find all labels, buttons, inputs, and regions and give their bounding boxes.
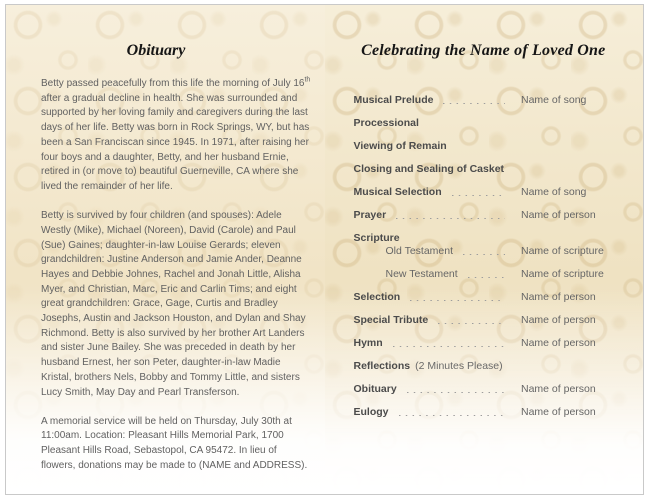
row-label: Processional — [353, 117, 419, 129]
service-row-scripture — [354, 232, 614, 245]
row-label: Obituary — [353, 383, 397, 395]
row-label: Eulogy — [353, 406, 389, 418]
row-label: Hymn — [353, 337, 383, 349]
row-value: Name of person — [521, 209, 596, 221]
row-value: Name of person — [521, 314, 596, 326]
obituary-title: Obituary — [126, 42, 186, 59]
service-row-hymn — [354, 337, 614, 350]
row-label: Musical Prelude — [353, 94, 434, 106]
row-label: Special Tribute — [353, 314, 429, 326]
obituary-paragraph-3: A memorial service will be held on Thursday, July 30th at 11:00am. Location: Pleasant Hills Memorial Park, 1700 Pleasant Hills Road, Sebastopol, CA 95472. In lieu of flowers, donations may be made to (NAME and ADDRESS). — [41, 415, 308, 471]
row-value: Name of scripture — [521, 268, 604, 280]
obituary-paragraph-2: Betty is survived by four children (and spouses): Adele Westly (Mike), Michael (Noreen), David (Carole) and Paul (Sue) Gaines; daughter-in-law Louise Gerards; eleven grandchildren: Justine Anderson and Jamie Ander, Deanne Hayes and Debbie Johnes, Rachel and Jonah Little, Alisha Myer, and Christian, Marc, Eric and Carlin Tims; and eight great grandchildren: Grace, Gage, Curtis and Bradley Josephs, Austin and Jackson Houston, and Dylan and Shay Richmond. Betty is also survived by her brother Art Landers and sister June Bailey. She was preceded in death by her husband Ernest, her son Peter, daughter-in-law Madie Kristal, brothers Nels, Bobby and Tommy Little, and sisters Lucy Smith, May Day and Pearl Transferson. — [41, 210, 306, 398]
service-row-selection — [354, 291, 614, 304]
obituary-paragraph-1 — [41, 77, 312, 195]
dot-leader — [410, 299, 505, 301]
row-label: Reflections — [353, 360, 411, 372]
row-value: Name of song — [521, 94, 587, 106]
row-value: Name of song — [521, 186, 587, 198]
obituary-paragraph-1-rest: after a gradual decline in health. She was surrounded and supported by her loving family and caregivers during the last days of her life. Betty was born in Rock Springs, WY, but has been a San Franciscan since 1945. In 1971, after raising her four boys and a daughter, Betty, and her husband Ernie, retired in (or move to) beautiful Guerneville, CA where she lived the remainder of her life. — [41, 92, 310, 192]
row-label: Scripture — [353, 232, 400, 244]
service-row-new-testament — [386, 268, 614, 281]
obituary-body — [41, 77, 312, 474]
row-value: Name of scripture — [521, 245, 604, 257]
service-row-prayer — [354, 209, 614, 222]
service-row-eulogy — [354, 406, 614, 419]
row-label: Selection — [353, 291, 401, 303]
dot-leader — [452, 194, 505, 196]
dot-leader — [463, 253, 505, 255]
row-label: Musical Selection — [353, 186, 442, 198]
dot-leader — [407, 391, 505, 393]
service-row-viewing-of-remain — [354, 140, 614, 153]
row-value: Name of person — [521, 291, 596, 303]
row-label: Old Testament — [385, 245, 454, 257]
row-value: Name of person — [521, 383, 596, 395]
row-value: Name of person — [521, 337, 596, 349]
dot-leader — [468, 276, 505, 278]
service-row-old-testament — [386, 245, 614, 258]
service-row-musical-prelude — [354, 94, 614, 107]
obituary-page — [6, 5, 325, 494]
service-row-obituary — [354, 383, 614, 396]
service-title: Celebrating the Name of Loved One — [361, 42, 606, 59]
row-label: Closing and Sealing of Casket — [353, 163, 505, 175]
dot-leader — [438, 322, 505, 324]
ordinal-superscript: th — [304, 76, 311, 84]
service-row-processional — [354, 117, 614, 130]
service-row-reflections — [354, 360, 614, 373]
obituary-paragraph-1-text: Betty passed peacefully from this life the morning of July 16 — [41, 78, 305, 89]
service-row-musical-selection — [354, 186, 614, 199]
dot-leader — [443, 102, 505, 104]
row-label: New Testament — [385, 268, 458, 280]
service-row-special-tribute — [354, 314, 614, 327]
row-label: Prayer — [353, 209, 387, 221]
program-spread — [5, 4, 644, 495]
row-suffix: (2 Minutes Please) — [415, 360, 503, 372]
service-row-closing-of-casket — [354, 163, 614, 176]
dot-leader — [399, 414, 505, 416]
row-label: Viewing of Remain — [353, 140, 447, 152]
dot-leader — [396, 217, 505, 219]
row-value: Name of person — [521, 406, 596, 418]
order-of-service-page — [325, 5, 644, 494]
dot-leader — [393, 345, 505, 347]
